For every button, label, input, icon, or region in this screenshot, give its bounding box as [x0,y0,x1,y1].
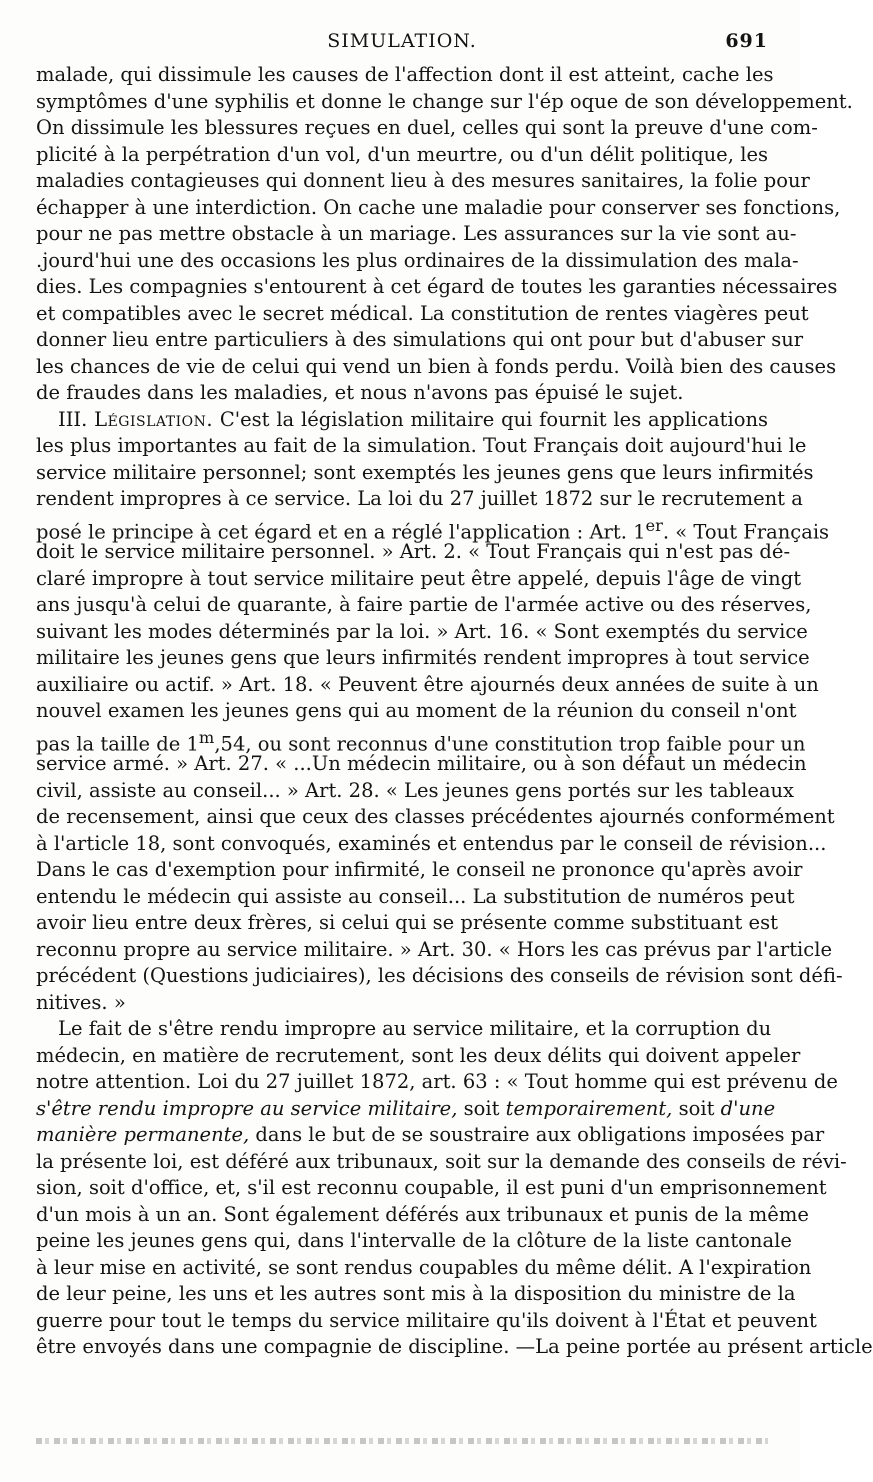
running-title: SIMULATION. [327,30,477,52]
text-line: claré impropre à tout service militaire peut être appelé, depuis l'âge de vingt [36,566,802,590]
text-line: nouvel examen les jeunes gens qui au moment de la réunion du conseil n'ont [36,699,797,722]
text-line: d'un mois à un an. Sont également déférés aux tribunaux et punis de la même [36,1202,809,1226]
text-line: peine les jeunes gens qui, dans l'intervalle de la clôture de la liste cantonale [36,1229,792,1252]
text-line: médecin, en matière de recrutement, sont les deux délits qui doivent appeler [36,1043,801,1067]
section-opening-line [36,407,768,434]
text-line: précédent (Questions judiciaires), les décisions des conseils de révision sont défi- [36,964,843,987]
superscript: m [198,727,215,747]
text-fragment: C'est la législation militaire qui fournit les applications [219,407,769,431]
text-fragment: ,54, ou sont reconnus d'une constitution trop faible pour un [214,732,806,755]
text-line: sion, soit d'office, et, s'il est reconnu coupable, il est puni d'un emprisonnement [36,1176,827,1199]
text-line: suivant les modes déterminés par la loi. » Art. 16. « Sont exemptés du service [36,619,808,643]
text-line: malade, qui dissimule les causes de l'affection dont il est atteint, cache les [36,63,774,86]
text-line: ans jusqu'à celui de quarante, à faire partie de l'armée active ou des réserves, [36,593,812,616]
text-line: échapper à une interdiction. On cache une maladie pour conserver ses fonctions, [36,195,841,219]
superscript: er [645,515,663,535]
text-line: les plus importantes au fait de la simulation. Tout Français doit aujourd'hui le [36,434,807,457]
text-line: à leur mise en activité, se sont rendus coupables du même délit. A l'expiration [36,1255,812,1279]
text-line: rendent impropres à ce service. La loi du 27 juillet 1872 sur le recrutement a [36,487,803,510]
text-line: être envoyés dans une compagnie de discipline. —La peine portée au présent article [36,1335,873,1358]
text-line: militaire les jeunes gens que leurs infirmités rendent impropres à tout service [36,646,810,669]
text-fragment: dans le but de se soustraire aux obligations imposées par [249,1123,825,1146]
text-line: maladies contagieuses qui donnent lieu à des mesures sanitaires, la folie pour [36,169,810,192]
italic-fragment: manière permanente, [36,1123,250,1146]
text-line-italic-mix [36,1096,776,1123]
page-number: 691 [725,30,768,52]
text-line: service militaire personnel; sont exemptés les jeunes gens que leurs infirmités [36,460,814,484]
text-line: auxiliaire ou actif. » Art. 18. « Peuvent être ajournés deux années de suite à un [36,672,819,696]
running-head [36,30,768,56]
text-fragment: soit [457,1096,506,1120]
italic-fragment: s'être rendu impropre au service militaire, [36,1096,458,1120]
text-line-art1 [36,513,830,543]
text-line: guerre pour tout le temps du service militaire qu'ils doivent à l'État et peuvent [36,1308,817,1332]
text-line: la présente loi, est déféré aux tribunaux, soit sur la demande des conseils de révi- [36,1149,847,1173]
text-line: et compatibles avec le secret médical. La constitution de rentes viagères peut [36,301,809,325]
text-line: de leur peine, les uns et les autres sont mis à la disposition du ministre de la [36,1282,796,1305]
text-line: .jourd'hui une des occasions les plus ordinaires de la dissimulation des mala- [36,248,799,272]
text-line: avoir lieu entre deux frères, si celui qui se présente comme substituant est [36,911,778,934]
text-line: nitives. » [36,990,126,1014]
text-line-taille [36,725,806,755]
text-line: civil, assiste au conseil... » Art. 28. « Les jeunes gens portés sur les tableaux [36,778,795,802]
text-fragment: pas la taille de 1 [36,732,199,755]
text-line: Le fait de s'être rendu impropre au service militaire, et la corruption du [58,1017,772,1040]
text-line: notre attention. Loi du 27 juillet 1872, art. 63 : « Tout homme qui est prévenu de [36,1070,838,1093]
text-line: service armé. » Art. 27. « ...Un médecin militaire, ou à son défaut un médecin [36,752,807,775]
italic-fragment: temporairement, [505,1096,673,1120]
text-fragment: soit [672,1096,721,1120]
bleed-through-artifact [36,1438,768,1444]
text-line: reconnu propre au service militaire. » Art. 30. « Hors les cas prévus par l'article [36,937,832,961]
text-line: entendu le médecin qui assiste au conseil... La substitution de numéros peut [36,884,795,908]
text-line: les chances de vie de celui qui vend un bien à fonds perdu. Voilà bien des causes [36,354,837,378]
text-line: plicité à la perpétration d'un vol, d'un meurtre, ou d'un délit politique, les [36,142,768,166]
text-fragment: . « Tout Français [662,520,830,543]
text-line: symptômes d'une syphilis et donne le change sur l'ép oque de son développement. [36,89,853,113]
section-heading: Législation. [94,407,214,431]
text-line: de fraudes dans les maladies, et nous n'avons pas épuisé le sujet. [36,381,684,404]
text-line: pour ne pas mettre obstacle à un mariage. Les assurances sur la vie sont au- [36,222,797,245]
text-line: dies. Les compagnies s'entourent à cet égard de toutes les garanties nécessaires [36,275,838,298]
text-line: On dissimule les blessures reçues en duel, celles qui sont la preuve d'une com- [36,116,818,139]
text-line: à l'article 18, sont convoqués, examinés et entendus par le conseil de révision... [36,831,827,855]
text-fragment: posé le principe à cet égard et en a réglé l'application : Art. 1 [36,520,646,543]
text-line: de recensement, ainsi que ceux des classes précédentes ajournés conformément [36,805,835,828]
italic-fragment: d'une [720,1096,776,1120]
text-line: doit le service militaire personnel. » Art. 2. « Tout Français qui n'est pas dé- [36,540,791,563]
text-line: donner lieu entre particuliers à des simulations qui ont pour but d'abuser sur [36,328,804,351]
section-number: III. [58,407,88,431]
body-text [36,62,873,1361]
text-line: Dans le cas d'exemption pour infirmité, le conseil ne prononce qu'après avoir [36,858,803,881]
text-line-italic-mix [36,1122,825,1149]
